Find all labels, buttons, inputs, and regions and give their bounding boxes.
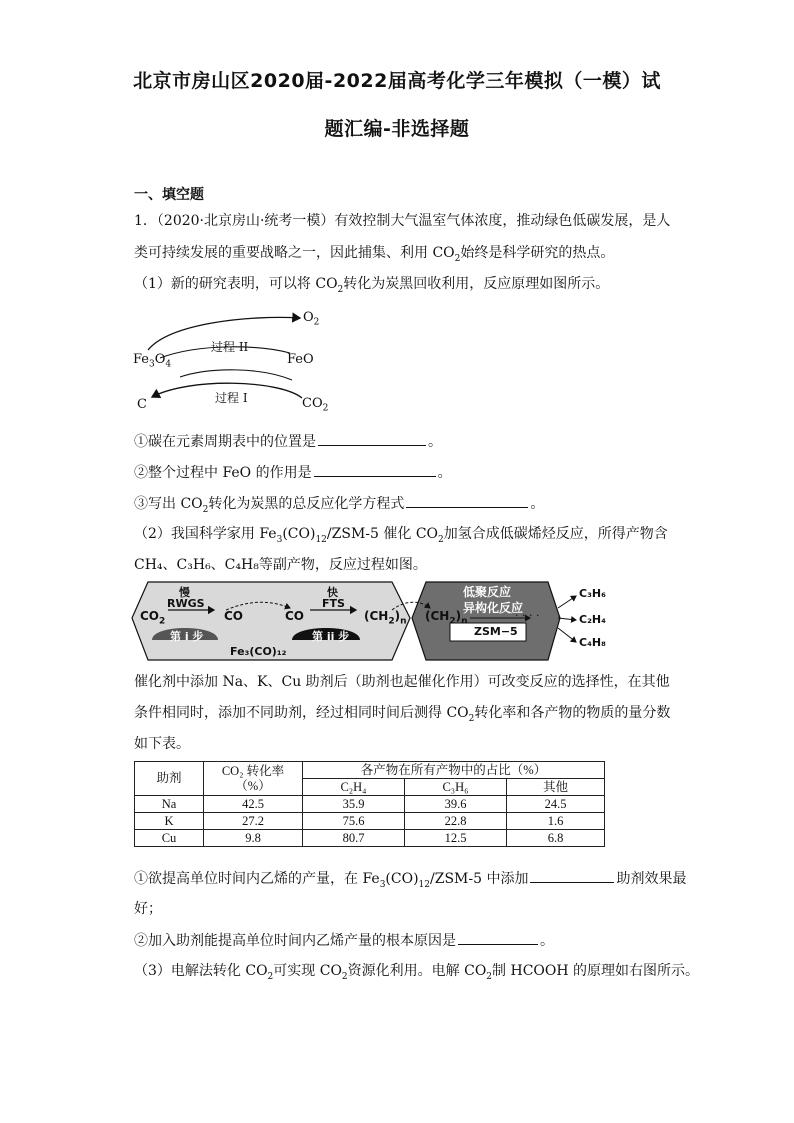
isomerization-label: 异构化反应 — [463, 601, 524, 615]
co-intermediate-1: CO — [224, 609, 244, 623]
dots: · · · · — [515, 609, 540, 622]
c4h8-product: C₄H₈ — [579, 636, 606, 649]
c3h6-arrow — [558, 596, 576, 608]
answer-blank[interactable] — [318, 431, 426, 446]
subquestion-3: ③写出 $CO_2$转化为炭黑的总反应化学方程式 。 — [134, 493, 544, 520]
part2-text-line3: 催化剂中添加 Na、K、Cu 助剂后（助剂也起催化作用）可改变反应的选择性，在其他 — [134, 674, 670, 690]
answer-blank[interactable] — [314, 462, 436, 477]
co2-label: $CO_2$ — [302, 396, 329, 414]
answer-blank[interactable] — [458, 930, 538, 945]
table-question-1-cont: 好； — [134, 901, 162, 917]
c4h8-arrow — [558, 628, 576, 642]
carbon-label: C — [137, 397, 147, 412]
catalyst-label: Fe₃(CO)₁₂ — [230, 645, 287, 658]
feo-label: FeO — [287, 352, 314, 367]
table-row: Na 42.5 35.9 39.6 24.5 — [135, 796, 605, 813]
co2-reactant: $CO_2$ — [140, 609, 166, 627]
fe3o4-label: $Fe_3O_4$ — [133, 352, 172, 370]
process-ii-label: 过程 II — [211, 340, 249, 354]
zsm5-label: ZSM−5 — [474, 625, 518, 638]
header-product-share: 各产物在所有产物中的占比（%） — [303, 762, 605, 779]
subquestion-1: ①碳在元素周期表中的位置是 。 — [134, 431, 442, 452]
header-c3h6: C₃H₆ — [405, 779, 507, 796]
o2-label: $O_2$ — [303, 310, 320, 328]
part2-text-line4: 条件相同时，添加不同助剂，经过相同时间后测得 $CO_2$转化率和各产物的物质的量分数 — [134, 705, 671, 724]
step1-label: 第 i 步 — [170, 630, 204, 643]
fts-label: FTS — [322, 597, 345, 610]
table-row: K 27.2 75.6 22.8 1.6 — [135, 813, 605, 830]
header-other: 其他 — [507, 779, 605, 796]
part1-intro: （1）新的研究表明，可以将 $CO_2$转化为炭黑回收利用，反应原理如图所示。 — [134, 276, 610, 295]
header-conversion: CO₂ 转化率 （%） — [204, 762, 303, 796]
page-title-line1: 北京市房山区2020届-2022届高考化学三年模拟（一模）试 — [133, 70, 661, 92]
header-agent: 助剂 — [135, 762, 204, 796]
table-row: Cu 9.8 80.7 12.5 6.8 — [135, 830, 605, 847]
ch2n-entry: $(CH_2)_n$ — [425, 609, 468, 627]
c2h4-product: C₂H₄ — [579, 613, 606, 626]
oligomerization-label: 低聚反应 — [463, 585, 512, 599]
part2-text-line5: 如下表。 — [134, 736, 190, 752]
header-c2h4: C₂H₄ — [303, 779, 405, 796]
process-i-upper-curve — [180, 370, 292, 380]
answer-blank[interactable] — [406, 493, 528, 508]
rwgs-label: RWGS — [167, 597, 205, 610]
table-question-2: ②加入助剂能提高单位时间内乙烯产量的根本原因是 。 — [134, 930, 554, 951]
step2-label: 第 ii 步 — [312, 630, 350, 643]
co-intermediate-2: CO — [285, 609, 305, 623]
question-intro-line1: 1．（2020·北京房山·统考一模）有效控制大气温室气体浓度，推动绿色低碳发展，是人 — [134, 213, 671, 229]
c2h4-arrow — [558, 618, 576, 620]
fast-label: 快 — [327, 586, 338, 599]
slow-label: 慢 — [179, 586, 190, 599]
promoter-data-table — [134, 761, 605, 847]
question-intro-line2: 类可持续发展的重要战略之一，因此捕集、利用 $CO_2$始终是科学研究的热点。 — [134, 245, 615, 264]
c3h6-product: C₃H₆ — [579, 587, 606, 600]
answer-blank[interactable] — [530, 868, 614, 883]
part3-intro: （3）电解法转化 $CO_2$可实现 $CO_2$资源化利用。电解 $CO_2$制 HCOOH 的原理如右图所示。 — [134, 963, 700, 982]
table-header-row — [135, 762, 605, 779]
subquestion-2: ②整个过程中 FeO 的作用是 。 — [134, 462, 452, 483]
ch2n-product: $(CH_2)_n$ — [364, 609, 407, 627]
table-question-1: ①欲提高单位时间内乙烯的产量，在 $Fe_3(CO)_{12}/ZSM-5$ 中添加 助剂效果最 — [134, 868, 686, 895]
section-heading: 一、填空题 — [134, 187, 204, 203]
part2-intro-line1: （2）我国科学家用 $Fe_3(CO)_{12}/ZSM-5$ 催化 $CO_2$加氢合成低碳烯烃反应，所得产物含 — [134, 526, 668, 545]
process-i-label: 过程 I — [215, 391, 248, 405]
part2-intro-line2: CH₄、C₃H₆、C₄H₈等副产物，反应过程如图。 — [134, 557, 427, 573]
page-title-line2: 题汇编-非选择题 — [324, 118, 470, 140]
